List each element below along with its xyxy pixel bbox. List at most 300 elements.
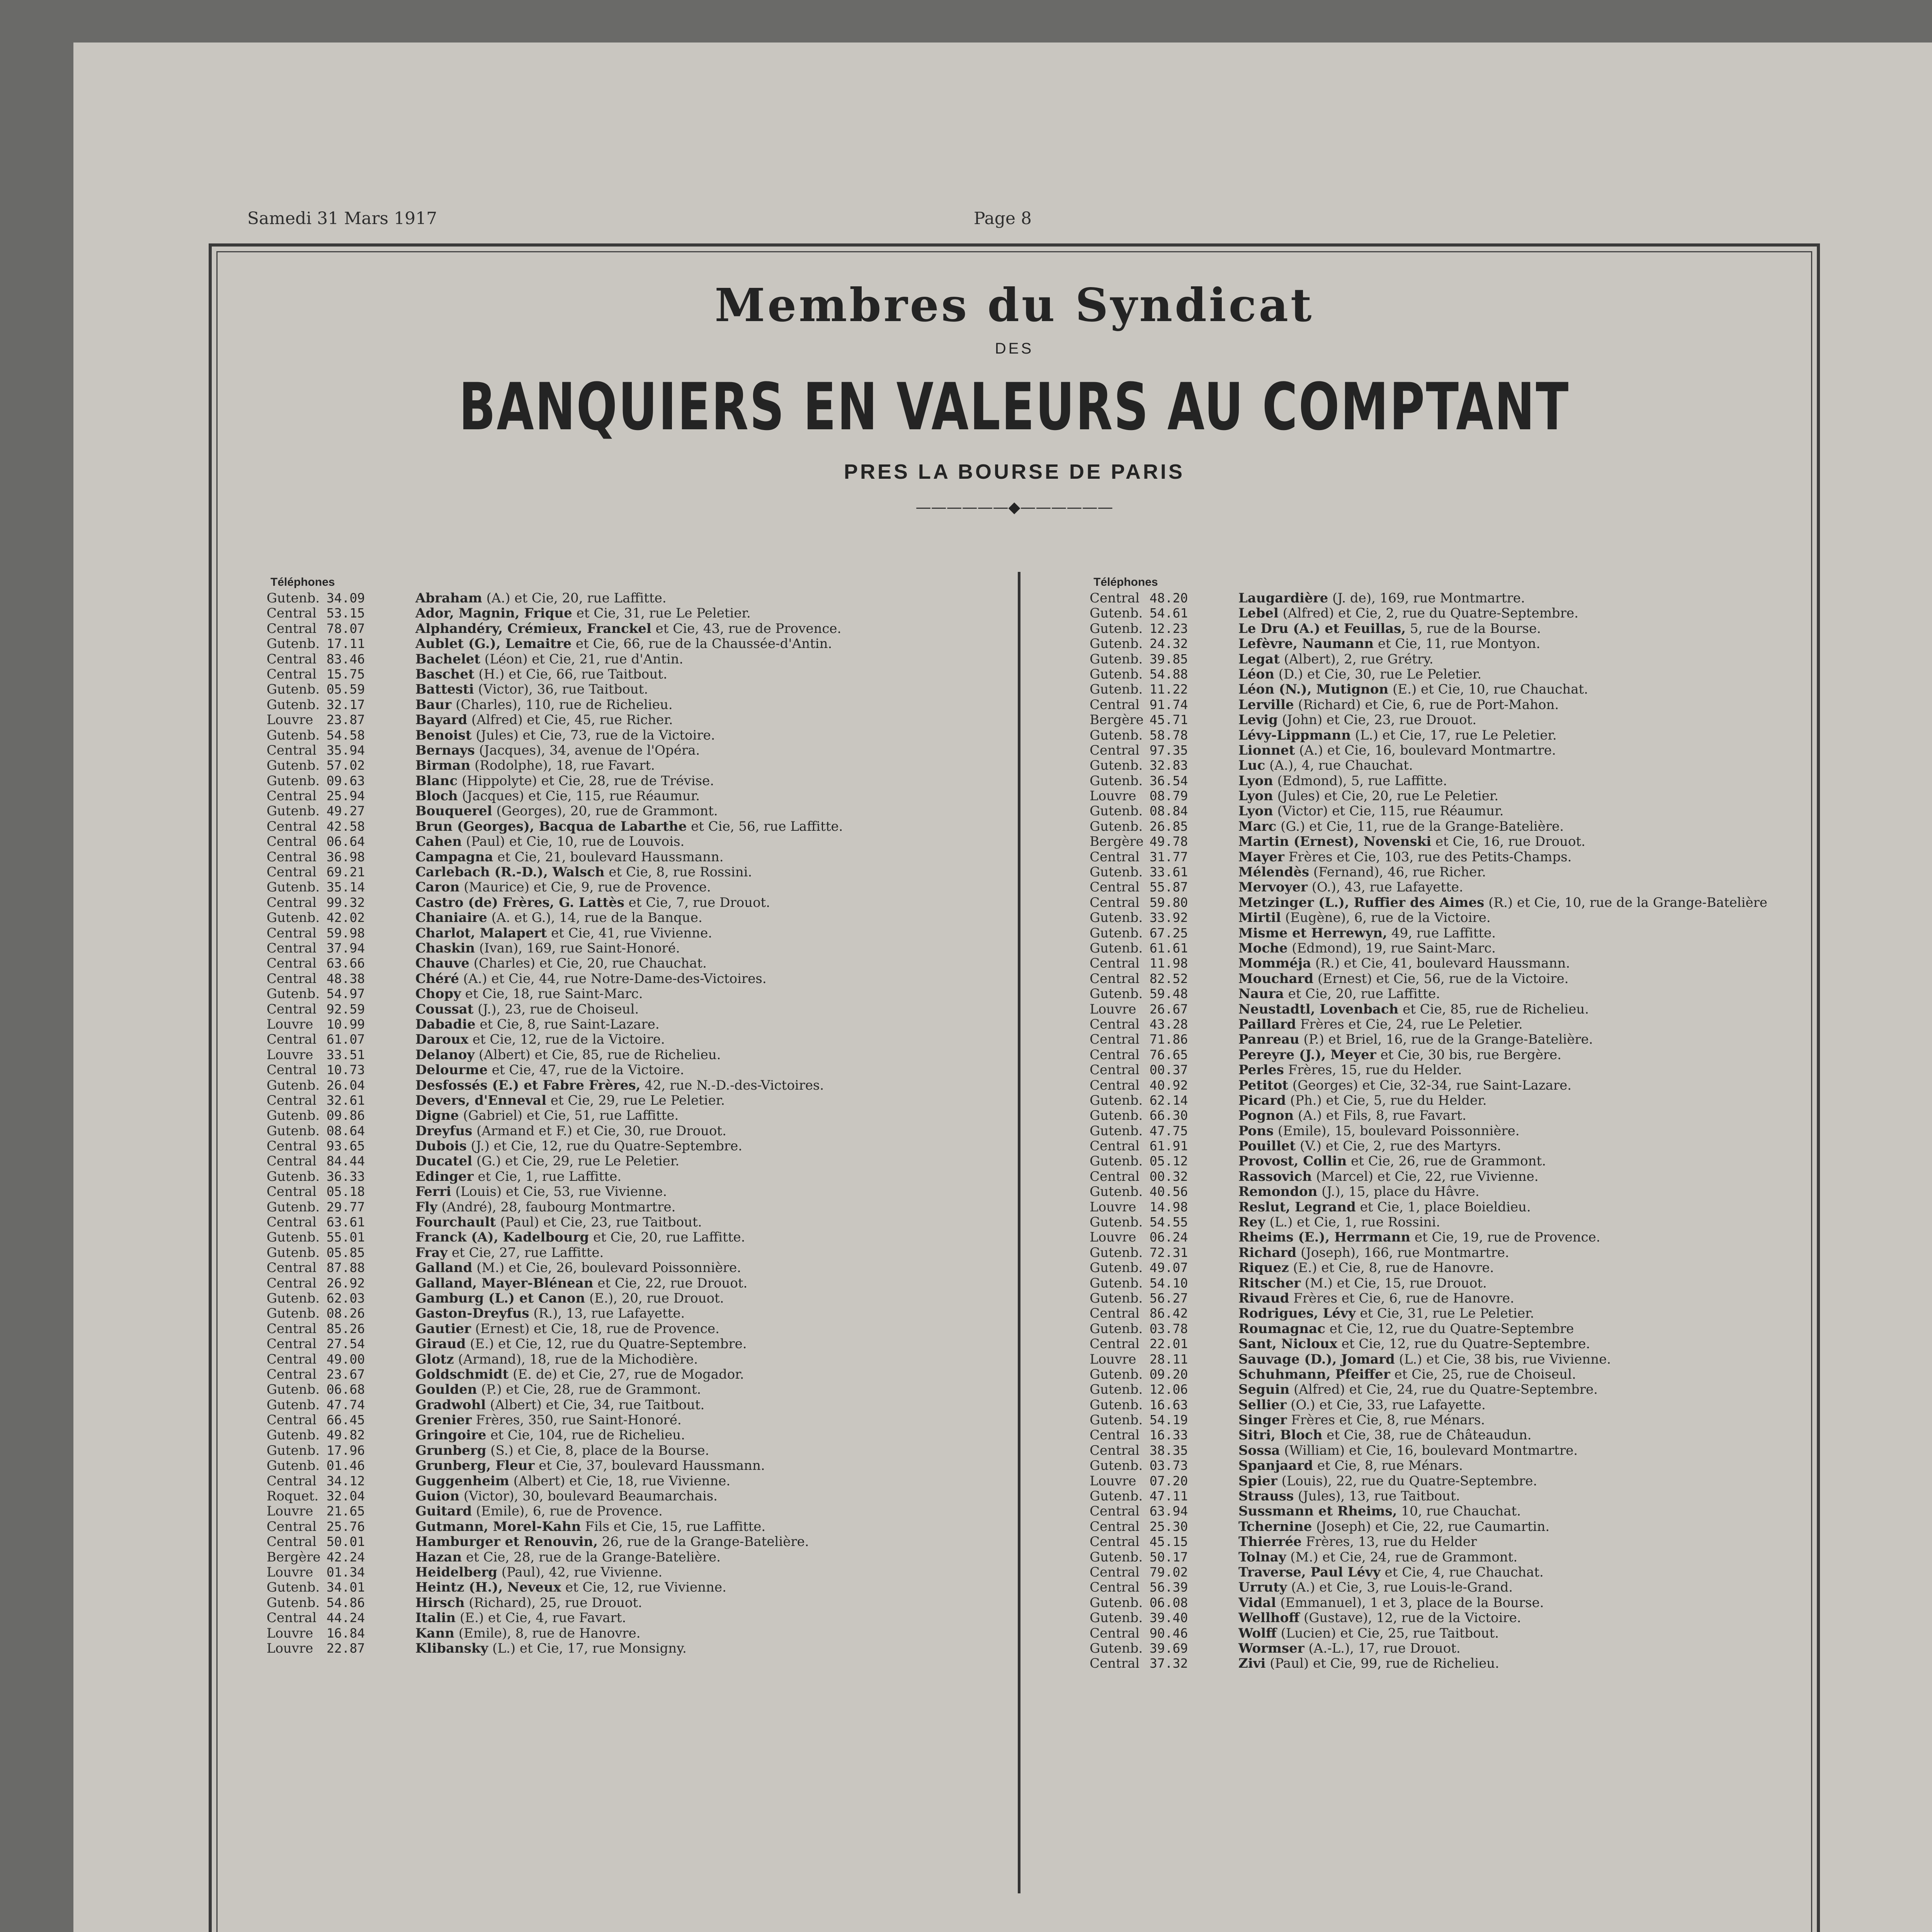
member-name: Hazan — [415, 1549, 462, 1565]
member-row — [267, 682, 1020, 697]
member-row — [1090, 1519, 1843, 1534]
member-name: Chaniaire — [415, 910, 487, 925]
member-name: Charlot, Malapert — [415, 925, 547, 940]
member-address: (P.) et Briel, 16, rue de la Grange-Batelière. — [1299, 1032, 1593, 1047]
member-name: Léon — [1238, 666, 1274, 682]
phone-number: 59.80 — [1150, 895, 1188, 910]
exchange-name: Louvre — [267, 1047, 313, 1063]
member-name: Léon (N.), Mutignon — [1238, 682, 1389, 697]
member-address: (Charles), 110, rue de Richelieu. — [451, 697, 673, 713]
member-name: Urruty — [1238, 1580, 1287, 1595]
member-row — [267, 834, 1020, 849]
member-address: et Cie, 31, rue Le Peletier. — [572, 605, 751, 621]
phone-number: 79.02 — [1150, 1565, 1188, 1580]
phone-number: 50.17 — [1150, 1549, 1188, 1565]
exchange-name: Central — [1090, 1138, 1140, 1154]
member-row — [1090, 1032, 1843, 1047]
member-name: Pons — [1238, 1123, 1274, 1139]
phone-number: 83.46 — [327, 651, 365, 667]
member-row — [1090, 651, 1843, 667]
member-name: Bernays — [415, 742, 475, 758]
member-row — [267, 667, 1020, 682]
phone-number: 47.11 — [1150, 1488, 1188, 1504]
member-name: Rassovich — [1238, 1168, 1312, 1184]
member-address: Fils et Cie, 15, rue Laffitte. — [581, 1519, 766, 1534]
member-address: (Joseph), 166, rue Montmartre. — [1296, 1245, 1509, 1260]
member-row — [1090, 1276, 1843, 1291]
member-address: (André), 28, faubourg Montmartre. — [437, 1199, 676, 1215]
member-row — [267, 849, 1020, 864]
member-name: Birman — [415, 758, 471, 773]
phone-number: 59.98 — [327, 925, 365, 940]
exchange-name: Central — [267, 1260, 317, 1276]
member-row — [267, 1108, 1020, 1123]
phone-number: 09.63 — [327, 773, 365, 788]
phone-number: 34.01 — [327, 1580, 365, 1595]
phone-number: 23.67 — [327, 1366, 365, 1382]
member-address: (S.) et Cie, 8, place de la Bourse. — [486, 1442, 709, 1458]
exchange-name: Gutenb. — [1090, 986, 1143, 1002]
member-name: Metzinger (L.), Ruffier des Aimes — [1238, 895, 1485, 910]
exchange-name: Gutenb. — [267, 727, 320, 743]
phone-number: 62.14 — [1150, 1092, 1188, 1108]
exchange-name: Louvre — [267, 1016, 313, 1032]
exchange-name: Gutenb. — [1090, 1092, 1143, 1108]
member-address: (Paul) et Cie, 99, rue de Richelieu. — [1265, 1656, 1499, 1671]
member-address: et Cie, 27, rue Laffitte. — [447, 1245, 604, 1260]
member-name: Mirtil — [1238, 910, 1281, 925]
member-address: (Jules) et Cie, 20, rue Le Peletier. — [1273, 788, 1499, 804]
member-row — [1090, 1047, 1843, 1062]
member-address: 10, rue Chauchat. — [1397, 1503, 1521, 1519]
member-address: (J. de), 169, rue Montmartre. — [1328, 590, 1525, 606]
member-row — [267, 605, 1020, 621]
member-row — [1090, 1412, 1843, 1427]
exchange-name: Central — [1090, 1306, 1140, 1321]
exchange-name: Gutenb. — [1090, 636, 1143, 651]
member-row — [1090, 986, 1843, 1001]
phone-number: 31.77 — [1150, 849, 1188, 864]
phone-number: 61.91 — [1150, 1138, 1188, 1154]
member-name: Brun (Georges), Bacqua de Labarthe — [415, 818, 687, 834]
member-name: Hirsch — [415, 1595, 465, 1611]
member-name: Grenier — [415, 1412, 472, 1428]
phone-number: 54.19 — [1150, 1412, 1188, 1428]
exchange-name: Gutenb. — [1090, 666, 1143, 682]
member-name: Bayard — [415, 712, 468, 728]
member-address: Frères et Cie, 103, rue des Petits-Champs. — [1284, 849, 1572, 865]
exchange-name: Central — [267, 1138, 317, 1154]
exchange-name: Louvre — [267, 712, 313, 728]
member-row — [1090, 819, 1843, 834]
member-row — [1090, 773, 1843, 788]
exchange-name: Gutenb. — [267, 1230, 320, 1245]
exchange-name: Louvre — [267, 1565, 313, 1580]
phone-number: 39.40 — [1150, 1610, 1188, 1626]
phone-number: 59.48 — [1150, 986, 1188, 1002]
member-address: et Cie, 29, rue Le Peletier. — [546, 1092, 725, 1108]
member-row — [1090, 879, 1843, 895]
exchange-name: Gutenb. — [267, 1306, 320, 1321]
member-name: Momméja — [1238, 956, 1311, 971]
phone-number: 63.94 — [1150, 1503, 1188, 1519]
member-address: (Eugène), 6, rue de la Victoire. — [1281, 910, 1491, 925]
member-name: Tolnay — [1238, 1549, 1286, 1565]
member-row — [267, 803, 1020, 818]
member-name: Devers, d'Enneval — [415, 1092, 547, 1108]
member-row — [1090, 864, 1843, 879]
member-address: (Maurice) et Cie, 9, rue de Provence. — [459, 879, 711, 895]
member-row — [1090, 1382, 1843, 1397]
member-row — [267, 1078, 1020, 1093]
member-row — [267, 1565, 1020, 1580]
member-name: Guggenheim — [415, 1473, 509, 1489]
member-row — [267, 1610, 1020, 1625]
member-address: (A.) et Cie, 20, rue Laffitte. — [482, 590, 667, 606]
member-address: (Marcel) et Cie, 22, rue Vivienne. — [1312, 1168, 1539, 1184]
exchange-name: Central — [1090, 1032, 1140, 1047]
member-row — [1090, 697, 1843, 712]
member-row — [1090, 1108, 1843, 1123]
member-name: Neustadtl, Lovenbach — [1238, 1001, 1399, 1017]
exchange-name: Gutenb. — [1090, 651, 1143, 667]
member-name: Gautier — [415, 1321, 471, 1337]
member-row — [1090, 1488, 1843, 1503]
phone-number: 25.76 — [327, 1519, 365, 1534]
phone-number: 92.59 — [327, 1001, 365, 1017]
member-row — [267, 1534, 1020, 1549]
phone-number: 48.20 — [1150, 590, 1188, 605]
column-header: Téléphones — [1094, 576, 1158, 588]
exchange-name: Central — [267, 1184, 317, 1199]
member-name: Fly — [415, 1199, 437, 1215]
exchange-name: Gutenb. — [267, 1580, 320, 1595]
exchange-name: Central — [267, 956, 317, 971]
member-row — [1090, 834, 1843, 849]
member-row — [267, 1230, 1020, 1245]
member-name: Ducatel — [415, 1153, 473, 1169]
member-name: Pognon — [1238, 1108, 1294, 1123]
member-name: Sauvage (D.), Jomard — [1238, 1351, 1395, 1367]
member-address: Frères, 13, rue du Helder — [1301, 1534, 1477, 1549]
exchange-name: Central — [267, 849, 317, 865]
member-row — [1090, 1443, 1843, 1458]
member-address: et Cie, 104, rue de Richelieu. — [486, 1427, 685, 1443]
member-name: Galland — [415, 1260, 473, 1276]
member-address: (A.) et Fils, 8, rue Favart. — [1294, 1108, 1466, 1123]
member-address: (Jules) et Cie, 73, rue de la Victoire. — [471, 727, 715, 743]
column-header: Téléphones — [270, 576, 335, 588]
member-row — [267, 879, 1020, 895]
member-name: Daroux — [415, 1032, 469, 1047]
member-row — [267, 1276, 1020, 1291]
member-name: Lyon — [1238, 773, 1273, 789]
exchange-name: Central — [267, 1351, 317, 1367]
member-name: Ador, Magnin, Frique — [415, 605, 572, 621]
phone-number: 05.59 — [327, 682, 365, 697]
phone-number: 43.28 — [1150, 1016, 1188, 1032]
exchange-name: Louvre — [267, 1640, 313, 1656]
member-name: Castro (de) Frères, G. Lattès — [415, 895, 624, 910]
member-row — [267, 1062, 1020, 1077]
exchange-name: Gutenb. — [267, 1077, 320, 1093]
phone-number: 16.33 — [1150, 1427, 1188, 1443]
member-row — [1090, 590, 1843, 605]
phone-number: 37.94 — [327, 940, 365, 956]
members-column-right — [1090, 576, 1843, 1671]
page-header — [247, 209, 1785, 232]
column-divider — [1018, 572, 1020, 1893]
member-name: Picard — [1238, 1092, 1286, 1108]
member-row — [1090, 1093, 1843, 1108]
exchange-name: Gutenb. — [267, 879, 320, 895]
exchange-name: Gutenb. — [1090, 1245, 1143, 1260]
exchange-name: Central — [267, 666, 317, 682]
phone-number: 67.25 — [1150, 925, 1188, 940]
member-address: (A.) et Cie, 44, rue Notre-Dame-des-Victoires. — [459, 971, 767, 986]
exchange-name: Gutenb. — [1090, 1260, 1143, 1276]
member-address: (D.) et Cie, 30, rue Le Peletier. — [1274, 666, 1482, 682]
member-name: Gaston-Dreyfus — [415, 1306, 529, 1321]
phone-number: 37.32 — [1150, 1656, 1188, 1671]
member-address: (Ernest) et Cie, 56, rue de la Victoire. — [1313, 971, 1569, 986]
member-name: Petitot — [1238, 1077, 1288, 1093]
exchange-name: Bergère — [1090, 834, 1144, 849]
member-name: Chaskin — [415, 940, 475, 956]
phone-number: 66.45 — [327, 1412, 365, 1428]
member-name: Caron — [415, 879, 460, 895]
member-row — [1090, 743, 1843, 758]
member-name: Chauve — [415, 956, 469, 971]
exchange-name: Central — [267, 940, 317, 956]
member-address: et Cie, 38, rue de Châteaudun. — [1322, 1427, 1532, 1443]
exchange-name: Central — [267, 1321, 317, 1337]
phone-number: 12.06 — [1150, 1382, 1188, 1397]
member-address: Frères et Cie, 24, rue Le Peletier. — [1296, 1016, 1523, 1032]
exchange-name: Gutenb. — [1090, 803, 1143, 819]
phone-number: 38.35 — [1150, 1442, 1188, 1458]
member-name: Pouillet — [1238, 1138, 1296, 1154]
member-row — [1090, 712, 1843, 727]
member-address: et Cie, 19, rue de Provence. — [1410, 1230, 1600, 1245]
member-row — [1090, 1169, 1843, 1184]
member-row — [267, 1626, 1020, 1641]
member-name: Thierrée — [1238, 1534, 1302, 1549]
member-name: Misme et Herrewyn, — [1238, 925, 1388, 940]
member-row — [267, 1503, 1020, 1519]
phone-number: 25.30 — [1150, 1519, 1188, 1534]
member-name: Traverse, Paul Lévy — [1238, 1565, 1381, 1580]
member-address: et Cie, 20, rue Laffitte. — [1284, 986, 1440, 1002]
member-address: et Cie, 1, place Boieldieu. — [1355, 1199, 1531, 1215]
member-name: Le Dru (A.) et Feuillas, — [1238, 621, 1406, 636]
exchange-name: Louvre — [1090, 1351, 1136, 1367]
member-row — [267, 1138, 1020, 1153]
member-name: Legat — [1238, 651, 1280, 667]
exchange-name: Central — [267, 1153, 317, 1169]
member-address: 49, rue Laffitte. — [1387, 925, 1496, 940]
phone-number: 57.02 — [327, 758, 365, 773]
phone-number: 58.78 — [1150, 727, 1188, 743]
exchange-name: Gutenb. — [267, 803, 320, 819]
member-row — [1090, 1595, 1843, 1610]
title-ornament: ——————◆—————— — [915, 498, 1113, 516]
exchange-name: Gutenb. — [267, 697, 320, 713]
exchange-name: Central — [267, 1032, 317, 1047]
member-name: Bachelet — [415, 651, 481, 667]
member-row — [1090, 1503, 1843, 1519]
exchange-name: Gutenb. — [1090, 1290, 1143, 1306]
phone-number: 25.94 — [327, 788, 365, 804]
exchange-name: Bergère — [1090, 712, 1144, 728]
phone-number: 11.22 — [1150, 682, 1188, 697]
phone-number: 63.61 — [327, 1214, 365, 1230]
phone-number: 36.54 — [1150, 773, 1188, 788]
member-name: Lionnet — [1238, 742, 1295, 758]
exchange-name: Gutenb. — [267, 636, 320, 651]
exchange-name: Gutenb. — [267, 590, 320, 606]
phone-number: 44.24 — [327, 1610, 365, 1626]
member-address: (A.) et Cie, 16, boulevard Montmartre. — [1295, 742, 1556, 758]
exchange-name: Central — [267, 818, 317, 834]
member-name: Levig — [1238, 712, 1278, 728]
member-address: et Cie, 31, rue Le Peletier. — [1355, 1306, 1534, 1321]
member-address: (Fernand), 46, rue Richer. — [1309, 864, 1486, 880]
member-address: (Armand), 18, rue de la Michodière. — [454, 1351, 698, 1367]
member-address: 5, rue de la Bourse. — [1406, 621, 1541, 636]
member-row — [1090, 971, 1843, 986]
phone-number: 86.42 — [1150, 1306, 1188, 1321]
exchange-name: Gutenb. — [267, 1382, 320, 1397]
exchange-name: Central — [267, 971, 317, 986]
exchange-name: Gutenb. — [1090, 1123, 1143, 1139]
phone-number: 87.88 — [327, 1260, 365, 1276]
exchange-name: Gutenb. — [1090, 864, 1143, 880]
exchange-name: Central — [267, 895, 317, 910]
exchange-name: Central — [1090, 742, 1140, 758]
phone-number: 42.02 — [327, 910, 365, 925]
exchange-name: Central — [1090, 1534, 1140, 1549]
exchange-name: Central — [267, 1534, 317, 1549]
member-row — [1090, 1199, 1843, 1214]
phone-number: 10.73 — [327, 1062, 365, 1078]
member-row — [1090, 1321, 1843, 1336]
member-name: Moche — [1238, 940, 1288, 956]
member-row — [1090, 1549, 1843, 1565]
member-name: Aublet (G.), Lemaitre — [415, 636, 572, 651]
exchange-name: Central — [267, 1473, 317, 1489]
phone-number: 05.12 — [1150, 1153, 1188, 1169]
member-row — [267, 1352, 1020, 1367]
exchange-name: Gutenb. — [1090, 1488, 1143, 1504]
phone-number: 14.98 — [1150, 1199, 1188, 1214]
exchange-name: Gutenb. — [1090, 910, 1143, 925]
exchange-name: Central — [1090, 1336, 1140, 1352]
member-row — [1090, 1641, 1843, 1656]
member-row — [267, 773, 1020, 788]
member-address: et Cie, 41, rue Vivienne. — [547, 925, 713, 940]
phone-number: 72.31 — [1150, 1245, 1188, 1260]
member-address: (G.) et Cie, 29, rue Le Peletier. — [472, 1153, 680, 1169]
phone-number: 47.75 — [1150, 1123, 1188, 1138]
phone-number: 33.61 — [1150, 864, 1188, 880]
member-name: Lyon — [1238, 803, 1273, 819]
member-name: Delanoy — [415, 1047, 475, 1063]
member-address: et Cie, 22, rue Drouot. — [593, 1275, 748, 1291]
member-row — [267, 1641, 1020, 1656]
member-address: (Emile), 15, boulevard Poissonnière. — [1274, 1123, 1520, 1139]
member-row — [1090, 1123, 1843, 1138]
phone-number: 62.03 — [327, 1290, 365, 1306]
member-name: Cahen — [415, 834, 462, 849]
phone-number: 16.84 — [327, 1625, 365, 1641]
member-row — [1090, 1230, 1843, 1245]
member-address: et Cie, 30 bis, rue Bergère. — [1376, 1047, 1561, 1063]
member-row — [267, 728, 1020, 743]
phone-number: 16.63 — [1150, 1397, 1188, 1412]
exchange-name: Gutenb. — [1090, 925, 1143, 940]
member-name: Baschet — [415, 666, 474, 682]
member-row — [267, 1519, 1020, 1534]
member-name: Grunberg — [415, 1442, 486, 1458]
member-name: Dubois — [415, 1138, 467, 1154]
exchange-name: Louvre — [1090, 1473, 1136, 1489]
member-name: Bouquerel — [415, 803, 492, 819]
member-name: Gringoire — [415, 1427, 486, 1443]
phone-number: 08.79 — [1150, 788, 1188, 804]
member-row — [267, 1260, 1020, 1275]
member-row — [1090, 1291, 1843, 1306]
member-row — [1090, 1534, 1843, 1549]
member-name: Wellhoff — [1238, 1610, 1300, 1626]
phone-number: 85.26 — [327, 1321, 365, 1336]
exchange-name: Gutenb. — [1090, 1640, 1143, 1656]
member-address: (M.) et Cie, 24, rue de Grammont. — [1286, 1549, 1518, 1565]
exchange-name: Central — [267, 788, 317, 804]
member-row — [267, 940, 1020, 956]
exchange-name: Gutenb. — [1090, 682, 1143, 697]
exchange-name: Gutenb. — [1090, 1214, 1143, 1230]
exchange-name: Bergère — [267, 1549, 321, 1565]
title-line-1: Membres du Syndicat — [714, 278, 1314, 332]
member-address: (H.) et Cie, 66, rue Taitbout. — [474, 666, 667, 682]
member-address: et Cie, 47, rue de la Victoire. — [487, 1062, 684, 1078]
member-address: (Jacques), 34, avenue de l'Opéra. — [474, 742, 700, 758]
phone-number: 28.11 — [1150, 1351, 1188, 1367]
exchange-name: Gutenb. — [267, 1108, 320, 1123]
exchange-name: Gutenb. — [1090, 1610, 1143, 1626]
exchange-name: Gutenb. — [267, 910, 320, 925]
member-row — [1090, 1017, 1843, 1032]
member-row — [267, 712, 1020, 727]
member-address: (M.) et Cie, 15, rue Drouot. — [1301, 1275, 1487, 1291]
member-address: (Armand et F.) et Cie, 30, rue Drouot. — [472, 1123, 726, 1139]
member-name: Luc — [1238, 758, 1265, 773]
exchange-name: Louvre — [267, 1503, 313, 1519]
member-name: Chéré — [415, 971, 459, 986]
phone-number: 12.23 — [1150, 621, 1188, 636]
member-address: (R.) et Cie, 10, rue de la Grange-Batelière — [1484, 895, 1767, 910]
member-address: et Cie, 4, rue Chauchat. — [1380, 1565, 1544, 1580]
phone-number: 71.86 — [1150, 1032, 1188, 1047]
member-address: (J.), 23, rue de Choiseul. — [473, 1001, 639, 1017]
member-row — [267, 1336, 1020, 1351]
member-row — [1090, 636, 1843, 651]
member-row — [1090, 1245, 1843, 1260]
exchange-name: Central — [267, 1062, 317, 1078]
member-address: (Hippolyte) et Cie, 28, rue de Trévise. — [457, 773, 714, 789]
exchange-name: Central — [1090, 1656, 1140, 1671]
